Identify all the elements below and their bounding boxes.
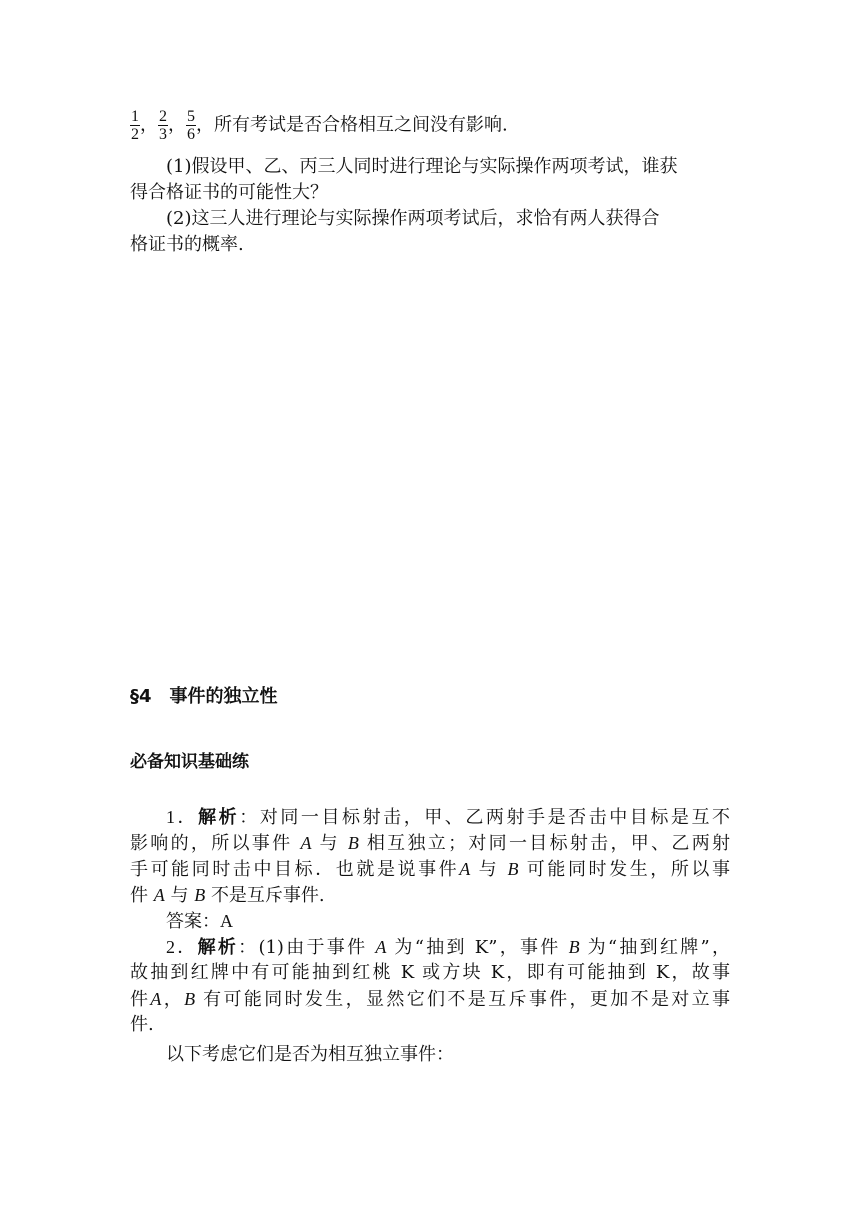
question-2-line-1: (2)这三人进行理论与实际操作两项考试后，求恰有两人获得合	[166, 208, 660, 229]
fraction-2: $\frac{2}{3}$	[159, 108, 167, 143]
p2-line-3: 件A，B 有可能同时发生，显然它们不是互斥事件，更加不是对立事	[130, 989, 731, 1010]
p1-line-1: 1．解析：对同一目标射击，甲、乙两射手是否击中目标是互不	[166, 807, 731, 828]
p1-line-4: 件 A 与 B 不是互斥事件.	[130, 885, 325, 906]
fraction-line: $\frac{1}{2}$ ， $\frac{2}{3}$ ， $\frac{5}{6}$ ，所有考试是否合格相互之间没有影响.	[131, 108, 508, 143]
question-1-line-1: (1)假设甲、乙、丙三人同时进行理论与实际操作两项考试，谁获	[166, 156, 678, 177]
p2-line-5: 以下考虑它们是否为相互独立事件：	[166, 1044, 454, 1065]
fraction-1: $\frac{1}{2}$	[131, 108, 139, 143]
p2-line-4: 件.	[130, 1014, 154, 1035]
answer-1: 答案：A	[166, 911, 233, 932]
p1-line-3: 手可能同时击中目标．也就是说事件A 与 B 可能同时发生，所以事	[130, 859, 731, 880]
p2-line-2: 故抽到红牌中有可能抽到红桃 K 或方块 K，即有可能抽到 K，故事	[130, 962, 730, 983]
fraction-3: $\frac{5}{6}$	[187, 108, 195, 143]
p2-line-1: 2．解析：(1)由于事件 A 为“抽到 K”，事件 B 为“抽到红牌”，	[166, 937, 731, 958]
p1-line-2: 影响的，所以事件 A 与 B 相互独立；对同一目标射击，甲、乙两射	[130, 833, 730, 854]
line1-tail: 所有考试是否合格相互之间没有影响.	[214, 114, 508, 136]
question-2-line-2: 格证书的概率.	[130, 234, 244, 255]
section-title: §4 事件的独立性	[130, 686, 278, 707]
subsection-title: 必备知识基础练	[130, 752, 249, 772]
question-1-line-2: 得合格证书的可能性大？	[130, 182, 328, 203]
